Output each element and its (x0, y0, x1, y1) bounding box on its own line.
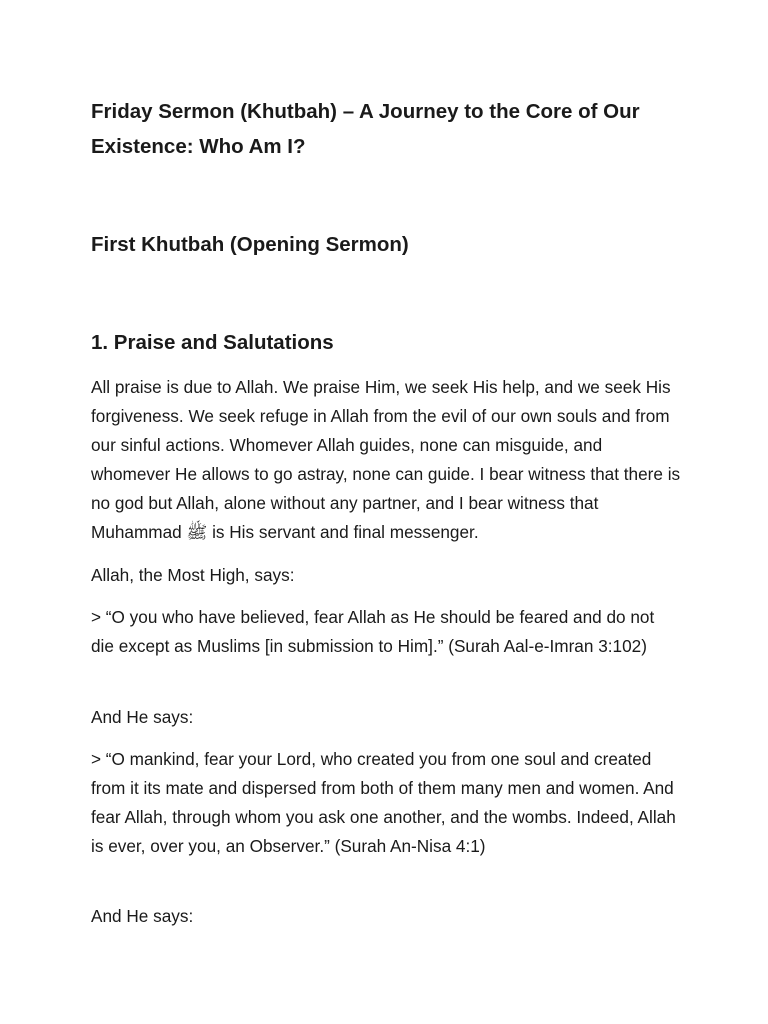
section-heading-praise-and-salutations: 1. Praise and Salutations (91, 331, 334, 354)
paragraph-praise: All praise is due to Allah. We praise Him, we seek His help, and we seek His forgiveness. We seek refuge in Allah from the evil of our own souls and from our sinful actions. Whomever Allah guides, none can misguide, and whomever He allows to go astray, none can guide. I bear witness that there is no god but Allah, alone without any partner, and I bear witness that Muhammad ﷺ is His servant and final messenger. (91, 377, 681, 542)
paragraph-allah-says: Allah, the Most High, says: (91, 565, 295, 585)
paragraph-and-he-says-2: And He says: (91, 906, 194, 926)
document-title: Friday Sermon (Khutbah) – A Journey to the Core of Our Existence: Who Am I? (91, 100, 640, 158)
section-heading-first-khutbah: First Khutbah (Opening Sermon) (91, 233, 409, 256)
quote-aal-e-imran: > “O you who have believed, fear Allah as He should be feared and do not die except as Muslims [in submission to Him].” (Surah Aal-e-Imran 3:102) (91, 607, 655, 656)
quote-an-nisa: > “O mankind, fear your Lord, who created you from one soul and created from it its mate and dispersed from both of them many men and women. And fear Allah, through whom you ask one another, and the wombs. Indeed, Allah is ever, over you, an Observer.” (Surah An-Nisa 4:1) (91, 749, 676, 856)
paragraph-and-he-says-1: And He says: (91, 707, 194, 727)
